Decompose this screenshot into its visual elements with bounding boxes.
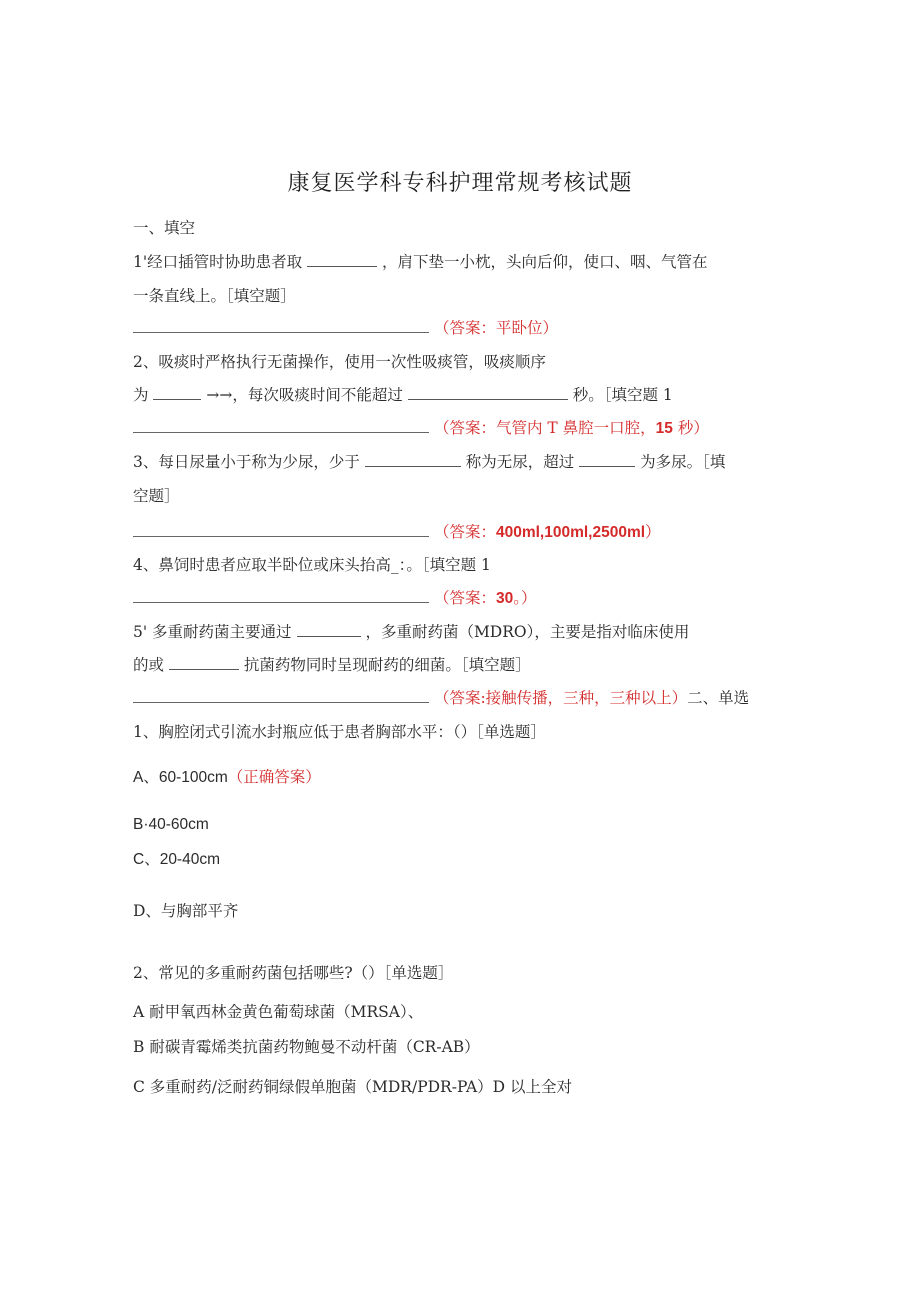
q5-text-d: 抗菌药物同时呈现耐药的细菌。［填空题］ xyxy=(243,656,531,674)
s2-option-b: B 耐碳青霉烯类抗菌药物鲍曼不动杆菌（CR-AB） xyxy=(133,1038,480,1056)
q3-blank-1 xyxy=(365,452,461,467)
q2-text-b: →→，每次吸痰时间不能超过 xyxy=(206,386,403,404)
page-title: 康复医学科专科护理常规考核试题 xyxy=(287,171,633,196)
s1-option-a-text: A、60-100cm xyxy=(133,769,228,786)
q5-blank-1 xyxy=(297,622,361,637)
single-choice-2: 2、常见的多重耐药菌包括哪些?（）［单选题］ xyxy=(133,964,454,982)
s1-option-d: D、与胸部平齐 xyxy=(133,902,239,920)
q2-line-2 xyxy=(133,385,673,405)
q2-text-a: 为 xyxy=(133,386,149,404)
q3-answer: （答案：400ml,100ml,2500ml） xyxy=(433,523,661,541)
q5-text-c: 的或 xyxy=(133,656,165,674)
question-3 xyxy=(133,452,725,472)
q5-text-a: 5' 多重耐药菌主要通过 xyxy=(133,623,292,641)
q2-text-c: 秒。［填空题 1 xyxy=(572,386,673,404)
q3-text-c: 为多尿。［填 xyxy=(640,453,726,471)
q4-answer-row xyxy=(133,588,536,609)
answer-line xyxy=(133,524,429,537)
q3-blank-2 xyxy=(579,452,635,467)
q2-answer: （答案：气管内 T 鼻腔一口腔，15 秒） xyxy=(433,419,709,437)
s2-option-c: C 多重耐药/泛耐药铜绿假单胞菌（MDR/PDR-PA）D 以上全对 xyxy=(133,1078,573,1096)
q1-blank xyxy=(307,252,377,267)
q1-answer-row xyxy=(133,318,558,338)
q1-line-2: 一条直线上。［填空题］ xyxy=(133,287,296,305)
question-2: 2、吸痰时严格执行无菌操作，使用一次性吸痰管，吸痰顺序 xyxy=(133,353,546,371)
q2-blank-1 xyxy=(153,385,201,400)
q2-blank-2 xyxy=(408,385,568,400)
q5-blank-2 xyxy=(169,655,239,670)
q5-answer: （答案:接触传播，三种，三种以上） xyxy=(433,689,688,707)
q1-text-b: ，肩下垫一小枕，头向后仰，使口、咽、气管在 xyxy=(382,253,708,271)
q1-text-a: 1'经口插管时协助患者取 xyxy=(133,253,303,271)
q5-line-2 xyxy=(133,655,531,675)
question-5 xyxy=(133,622,689,642)
s1-option-a xyxy=(133,767,321,788)
single-choice-1: 1、胸腔闭式引流水封瓶应低于患者胸部水平：（）［单选题］ xyxy=(133,723,546,741)
q4-answer: （答案：30。） xyxy=(433,589,537,607)
answer-line xyxy=(133,420,429,433)
answer-line xyxy=(133,320,429,333)
question-1 xyxy=(133,252,708,272)
q2-answer-row xyxy=(133,418,709,439)
answer-line xyxy=(133,590,429,603)
s2-option-a: A 耐甲氧西林金黄色葡萄球菌（MRSA）、 xyxy=(133,1003,424,1021)
q1-answer: （答案：平卧位） xyxy=(433,319,558,337)
q5-answer-row xyxy=(133,688,749,708)
q3-answer-row xyxy=(133,522,661,543)
correct-answer-mark: （正确答案） xyxy=(227,768,321,786)
q3-text-b: 称为无尿，超过 xyxy=(465,453,575,471)
q3-line-2: 空题］ xyxy=(133,487,180,505)
section-single-choice: 二、单选 xyxy=(687,689,750,707)
s1-option-b: B·40-60cm xyxy=(133,816,209,833)
answer-line xyxy=(133,690,429,703)
q3-text-a: 3、每日尿量小于称为少尿，少于 xyxy=(133,453,360,471)
s1-option-c: C、20-40cm xyxy=(133,851,220,868)
q5-text-b: ，多重耐药菌（MDRO），主要是指对临床使用 xyxy=(365,623,690,641)
section-fill-blank: 一、填空 xyxy=(133,219,196,237)
question-4: 4、鼻饲时患者应取半卧位或床头抬高_：。［填空题 1 xyxy=(133,556,491,574)
